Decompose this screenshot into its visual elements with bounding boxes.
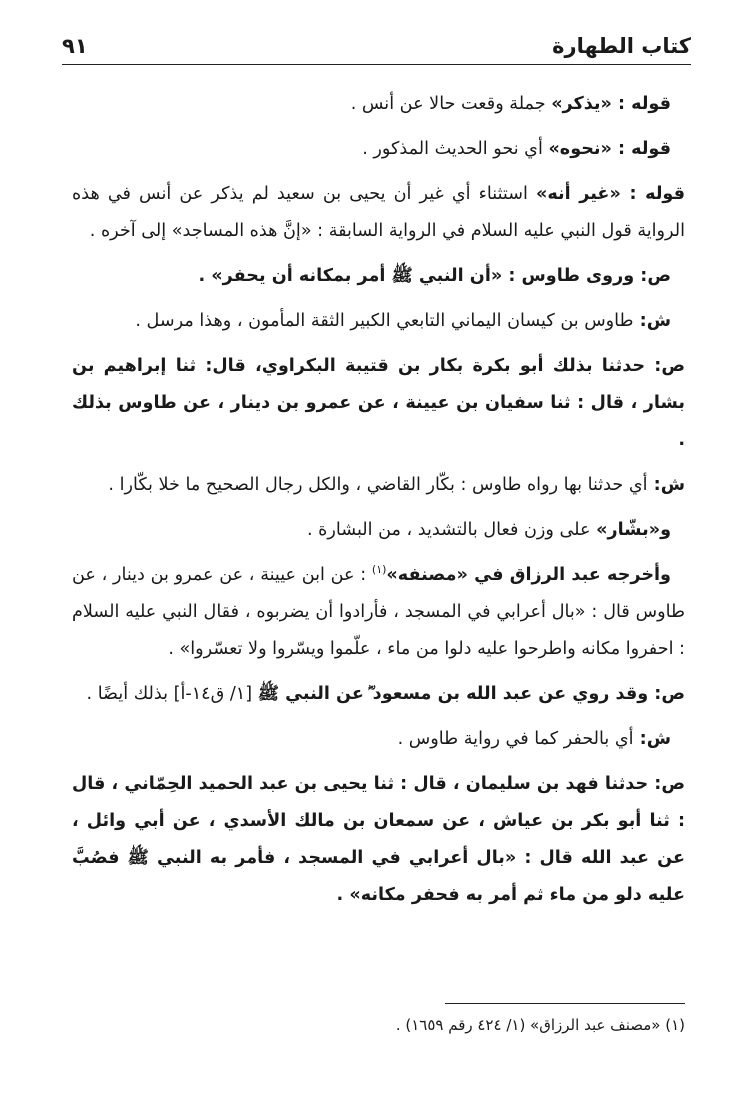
paragraph-label: ش: [633,311,671,331]
page-body [72,86,685,922]
paragraph [72,258,685,295]
paragraph [72,766,685,914]
paragraph-label: ش: [647,475,685,495]
paragraph-text: : عن ابن عيينة ، عن عمرو بن دينار ، عن طاوس قال : «بال أعرابي في المسجد ، فأرادوا أن يضربوه ، فقال النبي عليه السلام : احفروا مكانه واطرحوا عليه دلوا من ماء ، علّموا ويسّروا ولا تعسّروا» . [72,565,685,659]
paragraph-label: ص: [645,356,685,376]
paragraph-label: قوله : [611,94,671,114]
paragraph [72,348,685,459]
quoted-term: «نحوه» [548,139,612,159]
quoted-term: «بشّار» [596,520,661,540]
footnote-marker: (١) [371,563,387,577]
page-header [62,32,691,65]
paragraph-text: أي نحو الحديث المذكور . [362,139,549,159]
paragraph [72,176,685,250]
paragraph [72,721,685,758]
paragraph-text: [١/ ق١٤-أ] بذلك أيضًا . [86,684,258,704]
paragraph-label: ص: [648,684,685,704]
quoted-term: حدثنا فهد بن سليمان ، قال : ثنا يحيى بن عبد الحميد الحِمّاني ، قال : ثنا أبو بكر بن عياش ، عن سمعان بن مالك الأسدي ، عن أبي وائل ، عن عبد الله قال : «بال أعرابي في المسجد ، فأمر به النبي ﷺ فصُبَّ عليه دلو من ماء ثم أمر به فحفر مكانه» . [72,774,685,905]
paragraph-text: على وزن فعال بالتشديد ، من البشارة . [306,520,597,540]
paragraph [72,512,685,549]
quoted-term: «غير أنه» [535,184,621,204]
paragraph-text: جملة وقعت حالا عن أنس . [350,94,552,114]
paragraph-label: ش: [633,729,671,749]
quoted-term: «مصنفه» [386,565,468,585]
paragraph [72,557,685,668]
page-number: ٩١ [62,34,88,58]
paragraph-label: وأخرجه عبد الرزاق في [467,565,671,585]
footnote-separator [445,1003,685,1004]
paragraph-label: قوله : [620,184,685,204]
book-title: كتاب الطهارة [552,34,691,58]
paragraph-label: و [660,520,671,540]
paragraph-text: أي بالحفر كما في رواية طاوس . [397,729,634,749]
paragraph [72,131,685,168]
paragraph [72,303,685,340]
paragraph-text: أي حدثنا بها رواه طاوس : بكّار القاضي ، والكل رجال الصحيح ما خلا بكّارا . [108,475,648,495]
quoted-term: وروى طاوس : «أن النبي ﷺ أمر بمكانه أن يحفر» . [198,266,635,286]
quoted-term: حدثنا بذلك أبو بكرة بكار بن قتيبة البكراوي، قال: ثنا إبراهيم بن بشار ، قال : ثنا سفيان بن عيينة ، عن عمرو بن دينار ، عن طاوس بذلك . [72,356,685,450]
paragraph [72,467,685,504]
paragraph-label: قوله : [611,139,671,159]
paragraph-text: طاوس بن كيسان اليماني التابعي الكبير الثقة المأمون ، وهذا مرسل . [135,311,634,331]
quoted-term: وقد روي عن عبد الله بن مسعود ؓ عن النبي ﷺ [257,684,649,704]
paragraph [72,86,685,123]
paragraph-text: استثناء أي غير أن يحيى بن سعيد لم يذكر عن أنس في هذه الرواية قول النبي عليه السلام في الرواية السابقة : «إنَّ هذه المساجد» إلى آخره . [72,184,685,241]
paragraph-label: ص: [648,774,685,794]
paragraph [72,676,685,713]
footnote: (١) «مصنف عبد الرزاق» (١/ ٤٢٤ رقم ١٦٥٩) . [395,1016,685,1034]
quoted-term: «يذكر» [551,94,612,114]
paragraph-label: ص: [634,266,671,286]
